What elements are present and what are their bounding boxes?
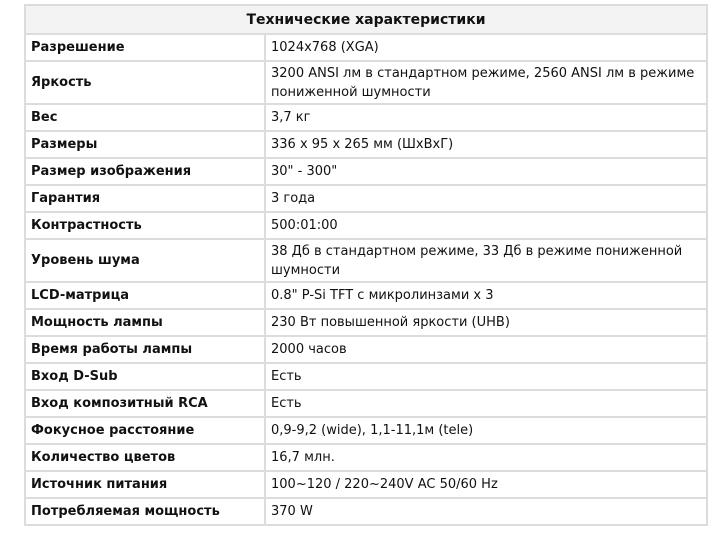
spec-value: 3 года (265, 185, 707, 212)
spec-name: Яркость (25, 61, 265, 104)
table-row (25, 336, 707, 363)
spec-value: 2000 часов (265, 336, 707, 363)
spec-name: Фокусное расстояние (25, 417, 265, 444)
table-row (25, 309, 707, 336)
spec-name: Потребляемая мощность (25, 498, 265, 525)
spec-value: 16,7 млн. (265, 444, 707, 471)
spec-value: 3,7 кг (265, 104, 707, 131)
spec-name: Время работы лампы (25, 336, 265, 363)
spec-name: Разрешение (25, 34, 265, 61)
table-row (25, 417, 707, 444)
table-row (25, 185, 707, 212)
table-row (25, 239, 707, 282)
table-row (25, 61, 707, 104)
table-row (25, 282, 707, 309)
table-row (25, 104, 707, 131)
spec-value: 100~120 / 220~240V AC 50/60 Hz (265, 471, 707, 498)
spec-name: Вес (25, 104, 265, 131)
spec-name: LCD-матрица (25, 282, 265, 309)
spec-value: 30" - 300" (265, 158, 707, 185)
spec-name: Количество цветов (25, 444, 265, 471)
spec-value: Есть (265, 390, 707, 417)
spec-value: 1024x768 (XGA) (265, 34, 707, 61)
table-row (25, 212, 707, 239)
table-row (25, 131, 707, 158)
spec-value: 230 Вт повышенной яркости (UHB) (265, 309, 707, 336)
table-row (25, 158, 707, 185)
table-row (25, 34, 707, 61)
spec-value: Есть (265, 363, 707, 390)
spec-name: Вход D-Sub (25, 363, 265, 390)
spec-value: 500:01:00 (265, 212, 707, 239)
table-row (25, 498, 707, 525)
spec-value: 38 Дб в стандартном режиме, 33 Дб в режиме пониженной шумности (265, 239, 707, 282)
spec-value: 336 x 95 x 265 мм (ШxВxГ) (265, 131, 707, 158)
specs-table (24, 4, 708, 526)
table-row (25, 471, 707, 498)
table-row (25, 390, 707, 417)
table-row (25, 363, 707, 390)
spec-name: Уровень шума (25, 239, 265, 282)
spec-value: 3200 ANSI лм в стандартном режиме, 2560 ANSI лм в режиме пониженной шумности (265, 61, 707, 104)
spec-name: Источник питания (25, 471, 265, 498)
spec-name: Размеры (25, 131, 265, 158)
spec-value: 0.8" P-Si TFT с микролинзами x 3 (265, 282, 707, 309)
table-row (25, 444, 707, 471)
spec-name: Размер изображения (25, 158, 265, 185)
spec-value: 0,9-9,2 (wide), 1,1-11,1м (tele) (265, 417, 707, 444)
spec-name: Мощность лампы (25, 309, 265, 336)
spec-name: Контрастность (25, 212, 265, 239)
spec-name: Вход композитный RCA (25, 390, 265, 417)
spec-value: 370 W (265, 498, 707, 525)
table-title: Технические характеристики (25, 5, 707, 34)
spec-name: Гарантия (25, 185, 265, 212)
